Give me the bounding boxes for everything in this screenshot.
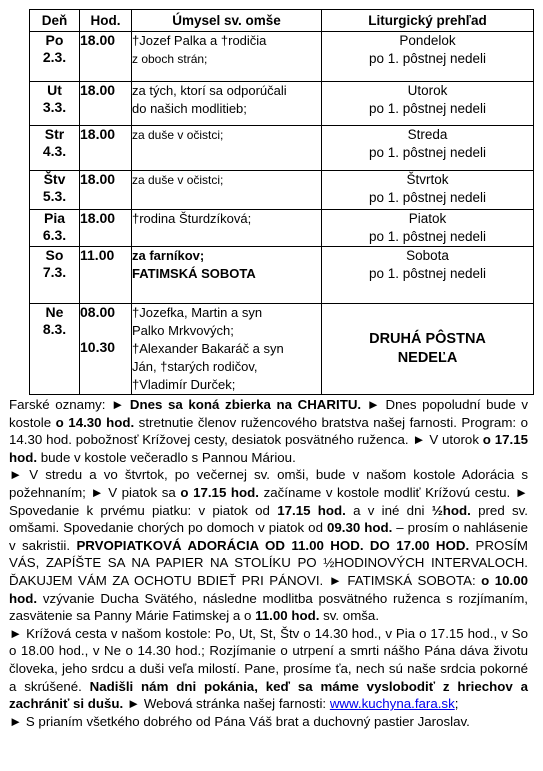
intent-line: do našich modlitieb;	[132, 101, 247, 116]
cell-day	[30, 32, 80, 82]
parish-notices	[9, 396, 528, 730]
liturgy-line: po 1. pôstnej nedeli	[368, 145, 487, 160]
table-row	[30, 247, 534, 304]
intent-line: Ján, †starých rodičov,	[132, 359, 258, 374]
table-header-row	[30, 10, 534, 32]
table-row	[30, 210, 534, 247]
cell-hour	[80, 171, 132, 210]
header-hour: Hod.	[80, 10, 132, 32]
cell-hour	[80, 126, 132, 171]
header-intent: Úmysel sv. omše	[132, 10, 322, 32]
cell-intent	[132, 304, 322, 395]
cell-hour	[80, 304, 132, 395]
cell-hour	[80, 247, 132, 304]
day-date: 4.3.	[42, 143, 67, 159]
day-name: Po	[45, 32, 64, 48]
header-liturgy: Liturgický prehľad	[322, 10, 534, 32]
notice-paragraph-1: Farské oznamy: ► Dnes sa koná zbierka na CHARITU. ► Dnes popoludní bude v kostole o 14.30 hod. stretnutie členov ružencového bratstva našej farnosti. Program: o 14.30 hod. pobožnosť Krížovej cesty, desiatok posvätného ruženca. ► V utorok o 17.15 hod. bude v kostole večeradlo s Pannou Máriou.	[9, 397, 528, 465]
mass-time: 18.00	[80, 126, 116, 142]
liturgy-line: Utorok	[407, 83, 448, 98]
liturgy-line: DRUHÁ PÔSTNA	[369, 331, 486, 347]
day-date: 7.3.	[42, 264, 67, 280]
mass-schedule-table	[29, 9, 534, 395]
cell-intent	[132, 210, 322, 247]
intent-line: za duše v očistci;	[132, 128, 224, 142]
cell-day	[30, 210, 80, 247]
cell-liturgy	[322, 171, 534, 210]
mass-time: 10.30	[80, 339, 116, 355]
intent-line: †rodina Šturdzíková;	[132, 211, 252, 226]
notice-paragraph-2: ► V stredu a vo štvrtok, po večernej sv. omši, bude v našom kostole Adorácia s požehnaním; ► V piatok sa o 17.15 hod. začíname v kostole modliť Krížovú cestu. ► Spovedanie k prvému piatku: v piatok od 17.15 hod. a v iné dni ½hod. pred sv. omšami. Spovedanie chorých po domoch v piatok od 09.30 hod. – prosím o nahlásenie v sakristii. PRVOPIATKOVÁ ADORÁCIA OD 11.00 HOD. DO 17.00 HOD. PROSÍM VÁS, ZAPÍŠTE SA NA PAPIER NA STOLÍKU PO ½HODINOVÝCH INTERVALOCH. ĎAKUJEM VÁM ZA OCHOTU BDIEŤ PRI PÁNOVI. ► FATIMSKÁ SOBOTA: o 10.00 hod. vzývanie Ducha Svätého, následne modlitba posvätného ruženca s rozjímaním, zasvätenie sa Panny Márie Fatimskej a o 11.00 hod. sv. omša.	[9, 467, 529, 624]
day-name: Štv	[43, 171, 66, 187]
intent-line: †Alexander Bakaráč a syn	[132, 341, 284, 356]
cell-hour	[80, 210, 132, 247]
cell-liturgy	[322, 126, 534, 171]
cell-intent	[132, 32, 322, 82]
mass-time: 18.00	[80, 82, 116, 98]
table-row	[30, 82, 534, 126]
table-row	[30, 126, 534, 171]
cell-day	[30, 304, 80, 395]
intent-line: za duše v očistci;	[132, 173, 224, 187]
cell-liturgy	[322, 304, 534, 395]
liturgy-line: po 1. pôstnej nedeli	[368, 190, 487, 205]
cell-intent	[132, 82, 322, 126]
parish-website-link[interactable]: www.kuchyna.fara.sk	[329, 696, 455, 712]
header-day: Deň	[30, 10, 80, 32]
notice-paragraph-3: ► Krížová cesta v našom kostole: Po, Ut, St, Štv o 14.30 hod., v Pia o 17.15 hod., v So o 18.00 hod., v Ne o 14.30 hod.; Rozjímanie o utrpení a smrti nášho Pána dáva životu človeka, jeho srdcu a duši veľa milostí. Pane, prosíme ťa, nech sú naše srdcia pokorné a skrúšené. Nadišli nám dni pokánia, keď sa máme vyslobodiť z hriechov a zachrániť si dušu. ► Webová stránka našej farnosti: www.kuchyna.fara.sk;	[9, 625, 528, 712]
cell-day	[30, 171, 80, 210]
liturgy-line: Streda	[407, 127, 448, 142]
mass-time: 08.00	[80, 304, 116, 320]
cell-liturgy	[322, 32, 534, 82]
cell-liturgy	[322, 210, 534, 247]
mass-time: 18.00	[80, 210, 116, 226]
table-row	[30, 32, 534, 82]
intent-line: †Vladimír Durček;	[132, 377, 236, 392]
liturgy-line: NEDEĽA	[397, 350, 458, 366]
cell-intent	[132, 126, 322, 171]
intent-line: †Jozef Palka a †rodičia	[132, 33, 267, 48]
cell-liturgy	[322, 247, 534, 304]
intent-line: FATIMSKÁ SOBOTA	[132, 266, 256, 281]
intent-line: za farníkov;	[132, 248, 205, 263]
day-name: Pia	[43, 210, 65, 226]
day-date: 5.3.	[42, 188, 67, 204]
intent-line: z oboch strán;	[132, 52, 208, 66]
notice-paragraph-4: ► S prianím všetkého dobrého od Pána Váš brat a duchovný pastier Jaroslav.	[9, 713, 470, 729]
mass-time: 11.00	[80, 247, 115, 263]
liturgy-line: Štvrtok	[406, 172, 449, 187]
liturgy-line: Piatok	[408, 211, 447, 226]
day-name: Str	[44, 126, 65, 142]
day-name: Ut	[47, 82, 62, 98]
cell-day	[30, 126, 80, 171]
liturgy-line: po 1. pôstnej nedeli	[368, 51, 487, 66]
liturgy-line: po 1. pôstnej nedeli	[368, 101, 487, 116]
day-date: 6.3.	[42, 227, 67, 243]
table-row	[30, 171, 534, 210]
day-date: 3.3.	[42, 99, 67, 115]
intent-line: †Jozefka, Martin a syn	[132, 305, 263, 320]
table-row	[30, 304, 534, 395]
day-name: Ne	[45, 304, 64, 320]
liturgy-line: Pondelok	[399, 33, 456, 48]
cell-day	[30, 82, 80, 126]
mass-time: 18.00	[80, 171, 116, 187]
cell-intent	[132, 171, 322, 210]
liturgy-line: po 1. pôstnej nedeli	[368, 229, 487, 244]
liturgy-line: Sobota	[406, 248, 449, 263]
liturgy-line: po 1. pôstnej nedeli	[368, 266, 487, 281]
mass-time: 18.00	[80, 32, 116, 48]
cell-liturgy	[322, 82, 534, 126]
cell-hour	[80, 32, 132, 82]
cell-intent	[132, 247, 322, 304]
cell-day	[30, 247, 80, 304]
day-date: 2.3.	[42, 49, 67, 65]
intent-line: Palko Mrkvových;	[132, 323, 234, 338]
intent-line: za tých, ktorí sa odporúčali	[132, 83, 287, 98]
cell-hour	[80, 82, 132, 126]
day-name: So	[45, 247, 64, 263]
day-date: 8.3.	[42, 321, 67, 337]
